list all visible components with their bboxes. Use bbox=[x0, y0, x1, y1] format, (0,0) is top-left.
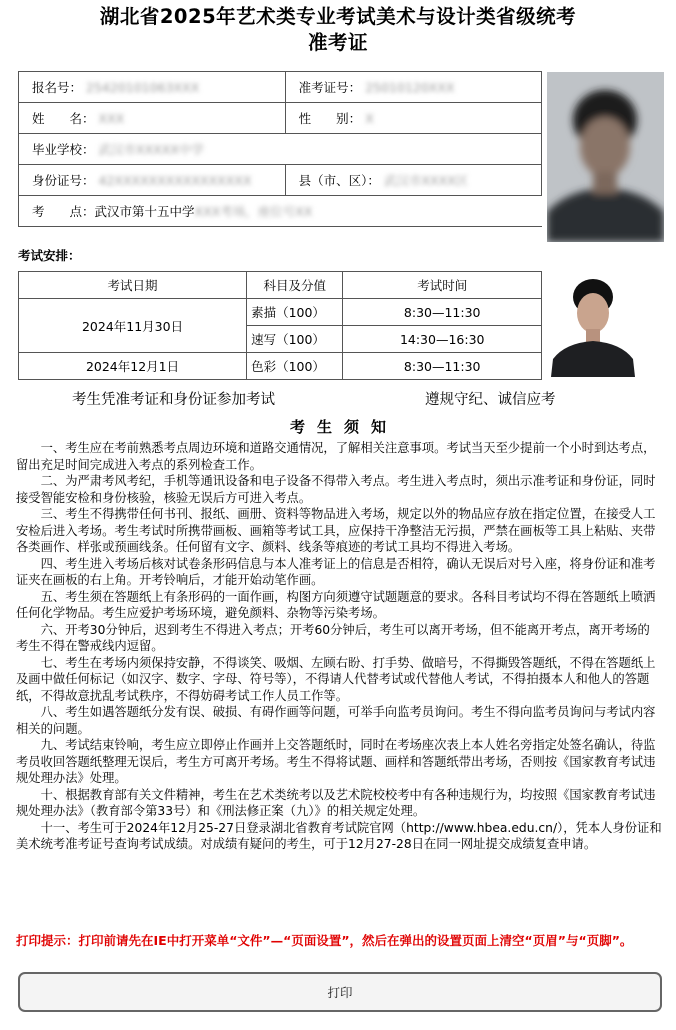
title-line-2: 准考证 bbox=[307, 31, 368, 54]
notice-item: 四、考生进入考场后核对试卷条形码信息与本人准考证上的信息是否相符，确认无误后对号入座，将身份证和准考证夹在画板的右上角。开考铃响后，才能开始动笔作画。 bbox=[16, 556, 656, 587]
notice-title: 考生须知 bbox=[289, 418, 398, 436]
schedule-subject-cell: 素描（100） bbox=[247, 299, 343, 326]
candidate-photo-large bbox=[547, 72, 664, 242]
notice-item: 二、为严肃考风考纪，手机等通讯设备和电子设备不得带入考点。考生进入考点时，须出示准考证和身份证，同时接受智能安检和身份核验，核验无误后方可进入考点。 bbox=[16, 474, 656, 505]
gender-label: 性 别： bbox=[298, 111, 362, 126]
notice-item: 十、根据教育部有关文件精神，考生在艺术类统考以及艺术院校校考中有各种违规行为，均按照《国家教育考试违规处理办法》（教育部令第33号）和《刑法修正案（九）》的相关规定处理。 bbox=[16, 787, 656, 818]
candidate-info-table bbox=[18, 71, 542, 227]
table-row bbox=[19, 72, 542, 103]
site-value: 武汉市第十五中学 bbox=[94, 204, 195, 219]
notice-item: 十一、考生可于2024年12月25-27日登录湖北省教育考试院官网（http://www.hbea.edu.cn/），凭本人身份证和美术统考准考证号查询考试成绩。对成绩有疑问的考生，可于12月27-28日在同一网址提交成绩复查申请。 bbox=[16, 820, 662, 851]
table-row bbox=[19, 103, 542, 134]
site-label: 考 点： bbox=[32, 204, 95, 219]
notice-item: 八、考生如遇答题纸分发有误、破损、有碍作画等问题，可举手向监考员询问。考生不得向监考员询问与考试内容相关的问题。 bbox=[16, 705, 656, 736]
schedule-date-cell: 2024年12月1日 bbox=[19, 353, 247, 380]
gender-value: X bbox=[365, 111, 374, 126]
table-row bbox=[19, 134, 542, 165]
reg-no-cell bbox=[19, 72, 286, 103]
id-value: 42XXXXXXXXXXXXXXXX bbox=[98, 173, 252, 188]
name-value: XXX bbox=[98, 111, 125, 126]
schedule-table bbox=[18, 271, 542, 380]
print-tip: 打印提示：打印前请先在IE中打开菜单“文件”—“页面设置”，然后在弹出的设置页面上清空“页眉”与“页脚”。 bbox=[16, 933, 633, 948]
table-row bbox=[19, 165, 542, 196]
gender-cell bbox=[285, 103, 541, 134]
table-row bbox=[19, 272, 542, 299]
school-cell bbox=[19, 134, 542, 165]
ticket-no-label: 准考证号： bbox=[298, 80, 362, 95]
schedule-time-cell: 14:30—16:30 bbox=[343, 326, 542, 353]
candidate-photo-small bbox=[551, 273, 635, 377]
school-label: 毕业学校： bbox=[32, 142, 95, 157]
id-cell bbox=[19, 165, 286, 196]
site-room-value: XXX考场，座位号XX bbox=[194, 204, 313, 219]
reg-no-label: 报名号： bbox=[32, 80, 83, 95]
ticket-no-value: 25010120XXX bbox=[365, 80, 455, 95]
school-value: 武汉市XXXXX中学 bbox=[98, 142, 204, 157]
schedule-header-subject: 科目及分值 bbox=[247, 272, 343, 299]
schedule-header-date: 考试日期 bbox=[19, 272, 247, 299]
county-cell bbox=[285, 165, 541, 196]
table-row bbox=[19, 353, 542, 380]
schedule-subject-cell: 色彩（100） bbox=[247, 353, 343, 380]
motto-right: 遵规守纪、诚信应考 bbox=[425, 392, 556, 408]
notice-item: 三、考生不得携带任何书刊、报纸、画册、资料等物品进入考场，规定以外的物品应存放在指定位置，在接受人工安检后进入考场。考生考试时所携带画板、画箱等考试工具，应保持干净整洁无污损，严禁在画板等工具上粘贴、夹带各类画作、样张或预画线条。任何留有文字、颜料、线条等痕迹的考试工具均不得进入考场。 bbox=[16, 507, 656, 554]
reg-no-value: 25420101063XXX bbox=[86, 80, 200, 95]
county-label: 县（市、区）： bbox=[298, 173, 380, 188]
schedule-heading: 考试安排： bbox=[18, 248, 81, 263]
county-value: 武汉市XXXX区 bbox=[383, 173, 469, 188]
name-label: 姓 名： bbox=[32, 111, 95, 126]
site-cell bbox=[19, 196, 542, 227]
notice-item: 一、考生应在考前熟悉考点周边环境和道路交通情况，了解相关注意事项。考试当天至少提前一个小时到达考点，留出充足时间完成进入考点的系列检查工作。 bbox=[16, 441, 656, 472]
notice-item: 七、考生在考场内须保持安静，不得谈笑、吸烟、左顾右盼、打手势、做暗号，不得撕毁答题纸，不得在答题纸上及画中做任何标记（如汉字、数字、字母、符号等），不得请人代替考试或代替他人考试，不得拍摄本人和他人的答题纸，不得故意扰乱考试秩序，不得妨碍考试工作人员工作等。 bbox=[16, 655, 656, 703]
motto-left: 考生凭准考证和身份证参加考试 bbox=[72, 392, 275, 408]
title-line-1: 湖北省2025年艺术类专业考试美术与设计类省级统考 bbox=[99, 5, 577, 28]
notice-item: 九、考试结束铃响，考生应立即停止作画并上交答题纸时，同时在考场座次表上本人姓名旁指定处签名确认，待监考员收回答题纸整理无误后，考生方可离开考场。考生不得将试题、画样和答题纸带出考场，否则按《国家教育考试违规处理办法》处理。 bbox=[16, 738, 656, 785]
notice-body bbox=[16, 440, 662, 853]
schedule-header-time: 考试时间 bbox=[343, 272, 542, 299]
schedule-time-cell: 8:30—11:30 bbox=[343, 299, 542, 326]
print-button[interactable]: 打印 bbox=[18, 972, 662, 1012]
notice-item: 五、考生须在答题纸上有条形码的一面作画，构图方向须遵守试题题意的要求。各科目考试均不得在答题纸上喷洒任何化学物品。考生应爱护考场环境，避免颜料、杂物等污染考场。 bbox=[16, 589, 656, 620]
notice-item: 六、开考30分钟后，迟到考生不得进入考点；开考60分钟后，考生可以离开考场，但不能离开考点，离开考场的考生不得在警戒线内逗留。 bbox=[16, 622, 650, 653]
table-row bbox=[19, 299, 542, 326]
page-title bbox=[0, 4, 676, 56]
name-cell bbox=[19, 103, 286, 134]
table-row bbox=[19, 196, 542, 227]
id-label: 身份证号： bbox=[32, 173, 95, 188]
schedule-date-cell: 2024年11月30日 bbox=[19, 299, 247, 353]
schedule-subject-cell: 速写（100） bbox=[247, 326, 343, 353]
schedule-time-cell: 8:30—11:30 bbox=[343, 353, 542, 380]
ticket-no-cell bbox=[285, 72, 541, 103]
